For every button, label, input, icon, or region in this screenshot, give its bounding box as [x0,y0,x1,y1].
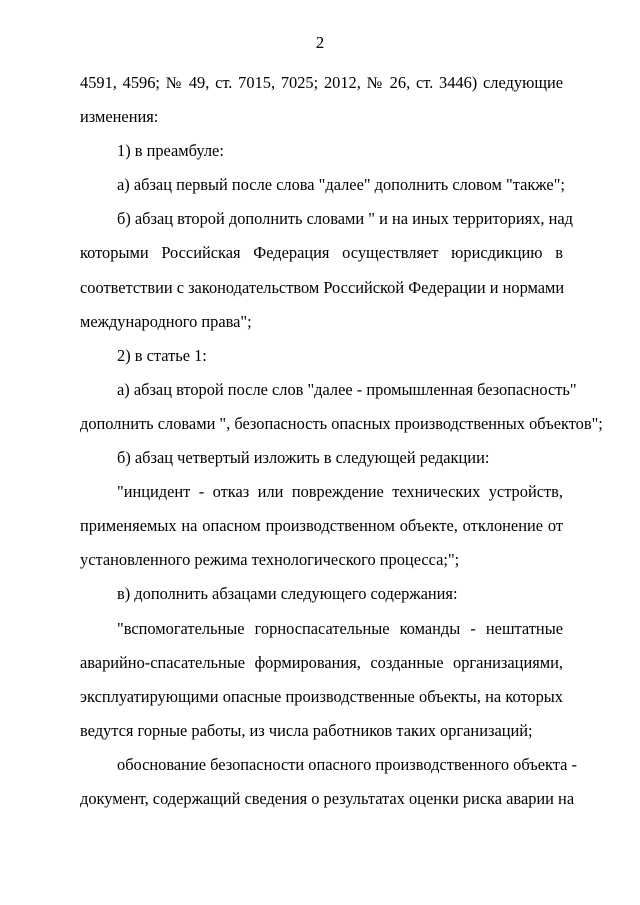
text-line: 1) в преамбуле: [117,141,224,161]
text-line: соответствии с законодательством Российской Федерации и нормами [80,277,565,297]
text-line: б) абзац второй дополнить словами " и на иных территориях, над [117,209,573,229]
text-line: 2) в статье 1: [117,345,207,365]
text-line: которыми Российская Федерация осуществляет юрисдикцию в [80,243,563,263]
text-line: изменения: [80,107,159,127]
text-line: установленного режима технологического процесса;"; [80,550,460,570]
document-body [80,66,603,816]
text-line: а) абзац первый после слова "далее" дополнить словом "также"; [117,175,565,195]
text-line: применяемых на опасном производственном объекте, отклонение от [80,516,563,536]
text-line: "вспомогательные горноспасательные команды - нештатные [117,618,563,638]
text-line: ведутся горные работы, из числа работников таких организаций; [80,720,533,740]
text-line: дополнить словами ", безопасность опасных производственных объектов"; [80,413,603,433]
page-number: 2 [315,33,325,52]
text-line: 4591, 4596; № 49, ст. 7015, 7025; 2012, № 26, ст. 3446) следующие [80,73,563,92]
text-line: а) абзац второй после слов "далее - промышленная безопасность" [117,379,577,399]
text-line: б) абзац четвертый изложить в следующей редакции: [117,448,490,468]
text-line: международного права"; [80,311,252,331]
text-line: обоснование безопасности опасного производственного объекта - [117,754,577,774]
text-line: аварийно-спасательные формирования, созданные организациями, [80,652,563,672]
text-line: "инцидент - отказ или повреждение технических устройств, [117,482,563,502]
text-line: в) дополнить абзацами следующего содержания: [117,584,458,604]
text-line: эксплуатирующими опасные производственные объекты, на которых [80,686,563,706]
text-line: документ, содержащий сведения о результатах оценки риска аварии на [80,788,575,808]
